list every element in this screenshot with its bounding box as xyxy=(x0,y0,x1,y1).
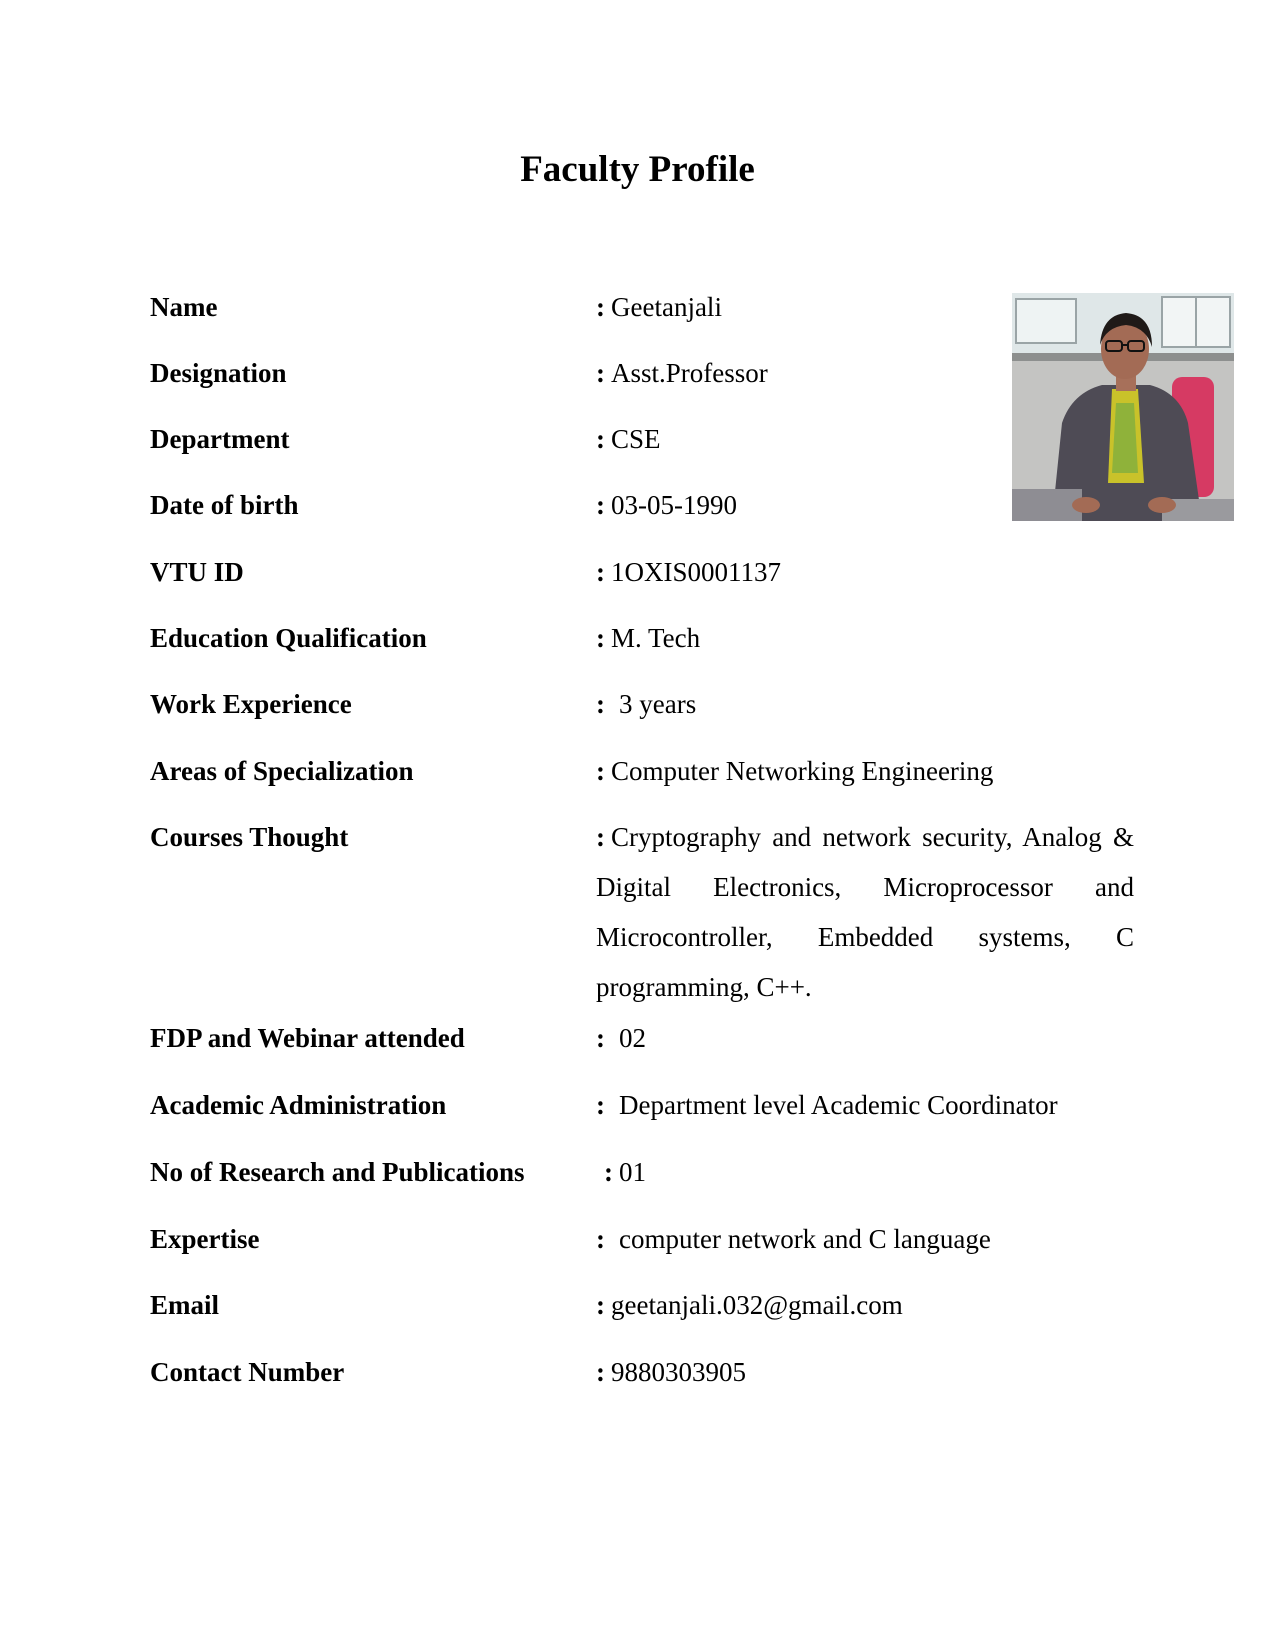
field-value: : CSE xyxy=(596,424,661,454)
field-value: : 01 xyxy=(604,1157,646,1187)
field-research-publications xyxy=(0,1152,1275,1192)
field-label: Courses Thought xyxy=(150,822,349,852)
field-courses xyxy=(0,817,1275,1017)
field-vtu-id xyxy=(0,552,1275,592)
field-value: : Computer Networking Engineering xyxy=(596,756,994,786)
field-name xyxy=(0,287,1275,327)
field-label: Academic Administration xyxy=(150,1090,447,1120)
field-label: FDP and Webinar attended xyxy=(150,1023,465,1053)
field-label: Contact Number xyxy=(150,1357,345,1387)
field-value: : 9880303905 xyxy=(596,1357,746,1387)
field-designation xyxy=(0,353,1275,393)
field-email xyxy=(0,1285,1275,1325)
field-label: Name xyxy=(150,292,218,322)
page-title: Faculty Profile xyxy=(520,149,755,190)
field-label: Expertise xyxy=(150,1224,260,1254)
field-label: No of Research and Publications xyxy=(150,1157,525,1187)
field-label: Date of birth xyxy=(150,490,299,520)
field-label: Areas of Specialization xyxy=(150,756,414,786)
field-label: VTU ID xyxy=(150,557,244,587)
field-contact-number xyxy=(0,1352,1275,1392)
field-value: : geetanjali.032@gmail.com xyxy=(596,1290,903,1320)
field-fdp-webinar xyxy=(0,1018,1275,1058)
field-value: : 03-05-1990 xyxy=(596,490,737,520)
field-date-of-birth xyxy=(0,485,1275,525)
field-label: Designation xyxy=(150,358,287,388)
field-education xyxy=(0,618,1275,658)
field-label: Education Qualification xyxy=(150,623,427,653)
field-value: : Department level Academic Coordinator xyxy=(596,1090,1058,1120)
field-department xyxy=(0,419,1275,459)
field-value: : Geetanjali xyxy=(596,292,722,322)
field-value: : 02 xyxy=(596,1023,646,1053)
field-expertise xyxy=(0,1219,1275,1259)
field-label: Department xyxy=(150,424,290,454)
field-value: : 3 years xyxy=(596,689,697,719)
field-value: : M. Tech xyxy=(596,623,701,653)
field-work-experience xyxy=(0,684,1275,724)
field-academic-administration xyxy=(0,1085,1275,1125)
field-label: Email xyxy=(150,1290,220,1320)
field-value: : 1OXIS0001137 xyxy=(596,557,782,587)
field-value: : Cryptography and network security, Analog & Digital Electronics, Microprocessor and Microcontroller, Embedded systems, C programming, C++. xyxy=(596,822,1134,1002)
field-specialization xyxy=(0,751,1275,791)
field-value: : Asst.Professor xyxy=(596,358,768,388)
field-label: Work Experience xyxy=(150,689,352,719)
field-value: : computer network and C language xyxy=(596,1224,991,1254)
